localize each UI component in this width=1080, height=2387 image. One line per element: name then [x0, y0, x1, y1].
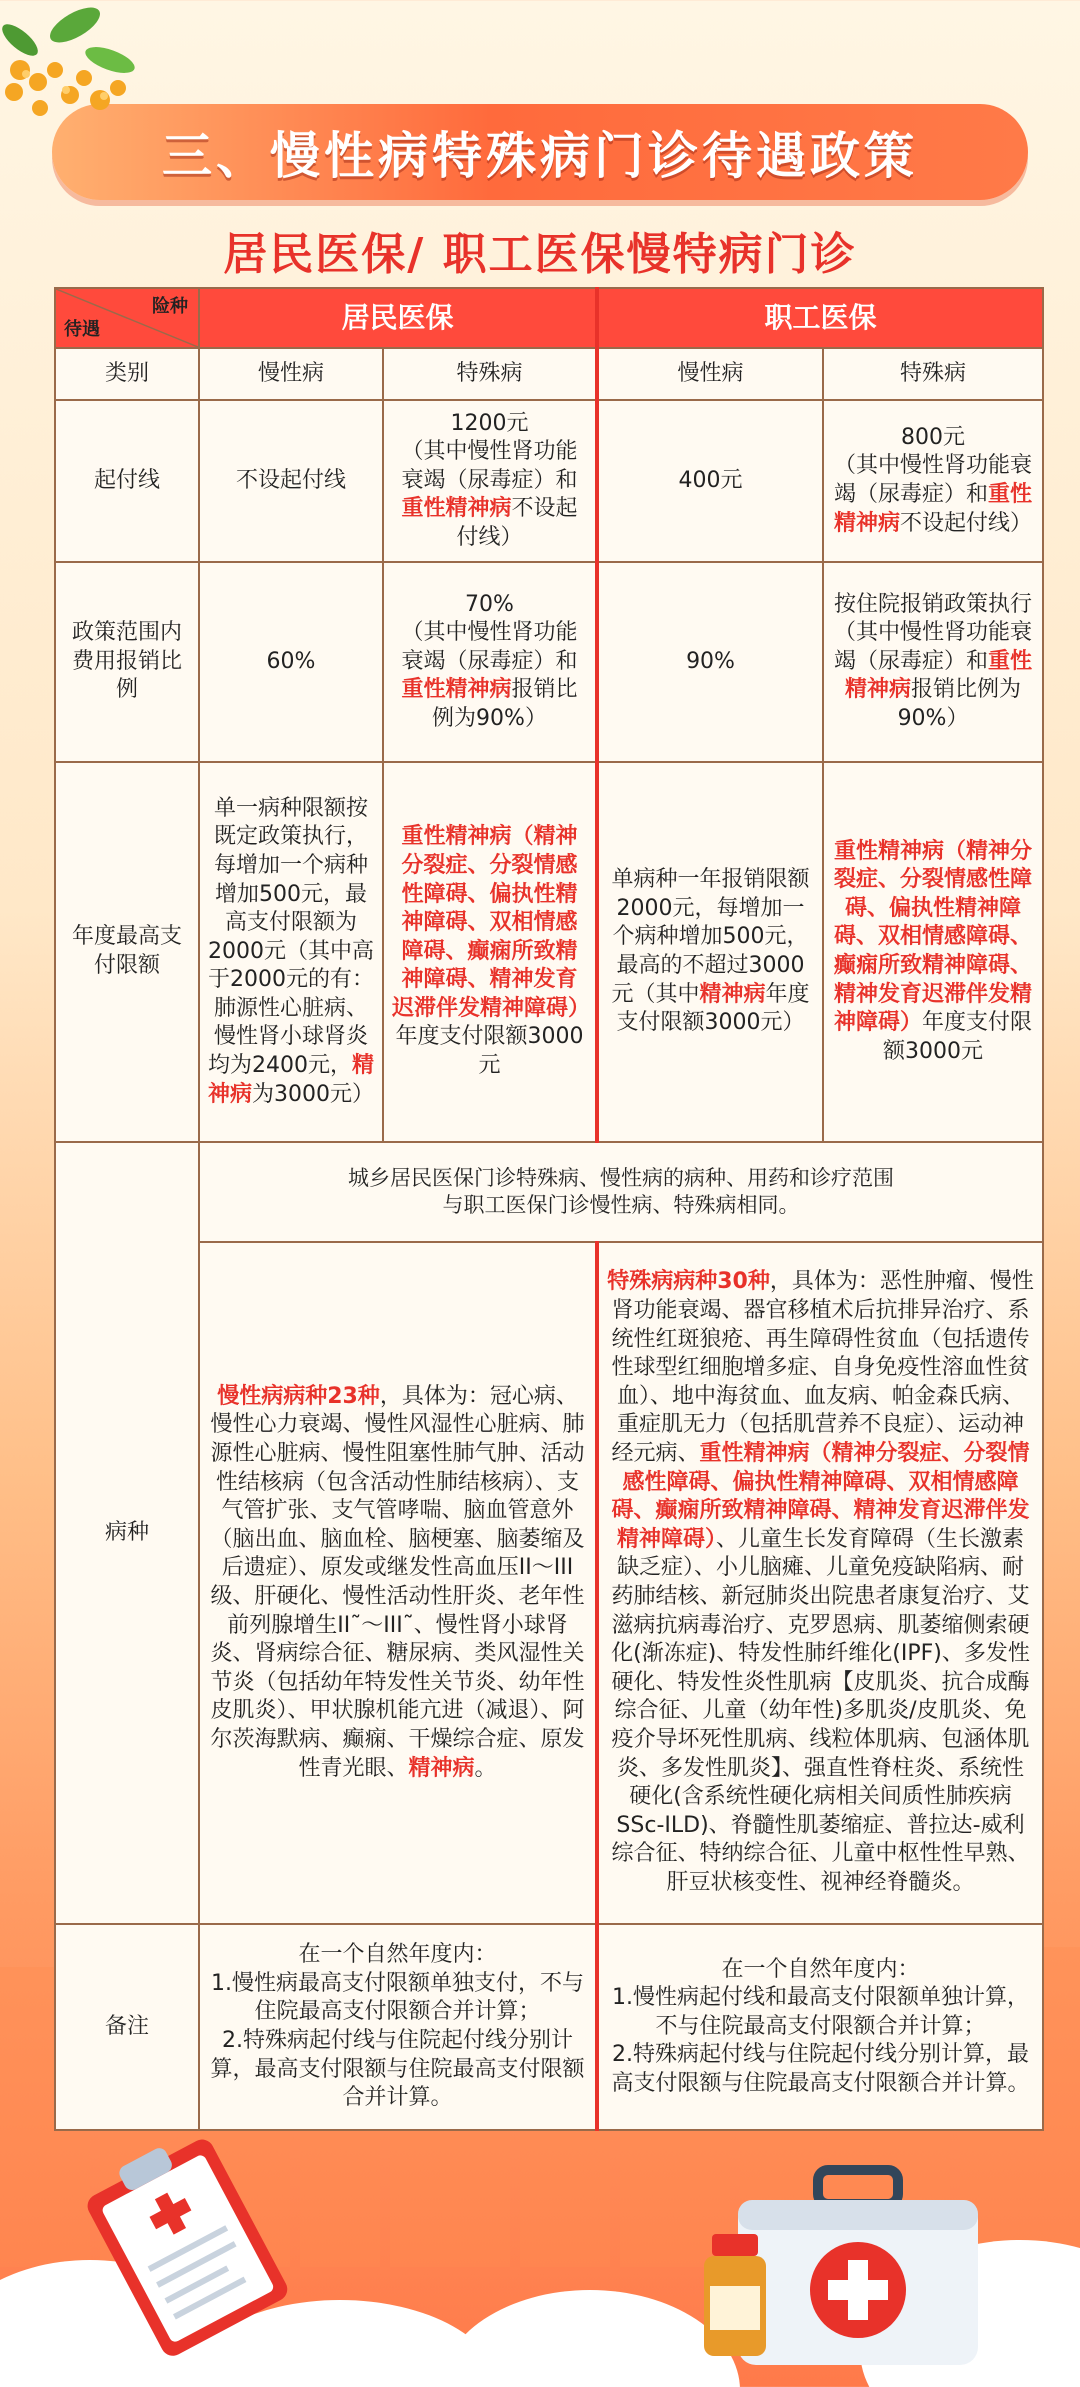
row-label-threshold: 起付线: [55, 400, 199, 562]
chronic-disease-list: [199, 1242, 597, 1924]
table-corner-cell: [55, 288, 199, 348]
notes-employee: 在一个自然年度内： 1.慢性病起付线和最高支付限额单独计算，不与住院最高支付限额合并计算； 2.特殊病起付线与住院起付线分别计算，最高支付限额与住院最高支付限额合并计算。: [597, 1924, 1043, 2130]
cell-text: 年度支付限额3000元）: [616, 981, 810, 1036]
corner-label-insurance: 险种: [152, 296, 188, 317]
cell-text: 、儿童生长发育障碍（生长激素缺乏症）、小儿脑瘫、儿童免疫缺陷病、耐药肺结核、新冠肺炎出院患者康复治疗、艾滋病抗病毒治疗、克罗恩病、肌萎缩侧索硬化(渐冻症)、特发性肺纤维化(IPF)、多发性硬化、特发性炎性肌病【皮肌炎、抗合成酶综合征、儿童（幼年性)多肌炎/皮肌炎、免疫介导坏死性肌病、线粒体肌病、包涵体肌炎、多发性肌炎】、强直性脊柱炎、系统性硬化(含系统性硬化病相关间质性肺疾病SSc-ILD)、脊髓性肌萎缩症、普拉达-威利综合征、特纳综合征、儿童中枢性性早熟、肝豆状核变性、视神经脊髓炎。: [611, 1526, 1030, 1895]
diseases-summary: 城乡居民医保门诊特殊病、慢性病的病种、用药和诊疗范围 与职工医保门诊慢性病、特殊病相同。: [199, 1142, 1043, 1242]
highlight-text: 重性精神病（精神分裂症、分裂情感性障碍、偏执性精神障碍、双相情感障碍、癫痫所致精神障碍、精神发育迟滞伴发精神障碍）: [392, 824, 591, 1021]
special-disease-list: [597, 1242, 1043, 1924]
header-resident-insurance: 居民医保: [199, 288, 597, 348]
policy-table: [54, 287, 1044, 2131]
highlight-text: 重性精神病（精神分裂症、分裂情感性障碍、偏执性精神障碍、双相情感障碍、癫痫所致精神障碍、精神发育迟滞伴发精神障碍）: [611, 1441, 1030, 1552]
cell-text: 报销比例为90%）: [897, 677, 1022, 731]
notes-resident: 在一个自然年度内： 1.慢性病最高支付限额单独支付，不与住院最高支付限额合并计算； 2.特殊病起付线与住院起付线分别计算，最高支付限额与住院最高支付限额合并计算。: [199, 1924, 597, 2130]
table-cell: [823, 762, 1043, 1142]
table-cell: 60%: [199, 562, 383, 762]
table-cell: [383, 562, 597, 762]
table-cell: 400元: [597, 400, 823, 562]
row-label-notes: 备注: [55, 1924, 199, 2130]
column-header: 慢性病: [199, 348, 383, 400]
table-row: [55, 762, 1043, 1142]
table-row: [55, 562, 1043, 762]
section-banner: [52, 104, 1028, 200]
highlight-text: 重性精神病: [845, 648, 1033, 703]
table-cell: 不设起付线: [199, 400, 383, 562]
table-row: [55, 1142, 1043, 1242]
clipboard-icon: [78, 2130, 288, 2360]
column-header: 慢性病: [597, 348, 823, 400]
highlight-text: 重性精神病: [834, 482, 1033, 536]
cell-text: 不设起付线）: [456, 496, 578, 550]
highlight-text: 特殊病病种30种: [607, 1269, 770, 1295]
highlight-text: 精神病: [699, 981, 766, 1007]
table-cell: 90%: [597, 562, 823, 762]
table-row: [55, 1242, 1043, 1924]
table-cell: [823, 562, 1043, 762]
page-title: 三、慢性病特殊病门诊待遇政策: [162, 127, 918, 185]
cell-text: ，具体为：恶性肿瘤、慢性肾功能衰竭、器官移植术后抗排异治疗、系统性红斑狼疮、再生障碍性贫血（包括遗传性球型红细胞增多症、自身免疫性溶血性贫血）、地中海贫血、血友病、帕金森氏病、重症肌无力（包括肌营养不良症）、运动神经元病、: [611, 1269, 1034, 1467]
highlight-text: 慢性病病种23种: [217, 1383, 380, 1409]
table-cell: [199, 762, 383, 1142]
cell-text: 年度支付限额3000元: [395, 1024, 584, 1079]
column-header: 特殊病: [823, 348, 1043, 400]
cell-text: 年度支付限额3000元: [883, 1010, 1033, 1064]
column-header: 特殊病: [383, 348, 597, 400]
cell-text: 为3000元）: [252, 1081, 375, 1107]
row-label-category: 类别: [55, 348, 199, 400]
row-label-annual-limit: 年度最高支付限额: [55, 762, 199, 1142]
cell-text: 800元 （其中慢性肾功能衰竭（尿毒症）和: [834, 424, 1033, 507]
row-label-ratio: 政策范围内费用报销比例: [55, 562, 199, 762]
highlight-text: 精神病: [208, 1053, 375, 1107]
table-cell: [383, 400, 597, 562]
table-row: [55, 348, 1043, 400]
cell-text: 1200元 （其中慢性肾功能衰竭（尿毒症）和: [401, 410, 578, 493]
section-subtitle: 居民医保/ 职工医保慢特病门诊: [223, 229, 857, 280]
cell-text: ，具体为：冠心病、慢性心力衰竭、慢性风湿性心脏病、肺源性心脏病、慢性阻塞性肺气肿、活动性结核病（包含活动性肺结核病）、支气管扩张、支气管哮喘、脑血管意外（脑出血、脑血栓、脑梗塞、脑萎缩及后遗症）、原发或继发性高血压II～III级、肝硬化、慢性活动性肝炎、老年性前列腺增生II˜～III˜、慢性肾小球肾炎、肾病综合征、糖尿病、类风湿性关节炎（包括幼年特发性关节炎、幼年性皮肌炎）、甲状腺机能亢进（减退）、阿尔茨海默病、癫痫、干燥综合症、原发性青光眼、: [210, 1383, 585, 1781]
table-cell: [597, 762, 823, 1142]
corner-label-benefit: 待遇: [64, 318, 100, 340]
table-cell: [823, 400, 1043, 562]
highlight-text: 精神病: [408, 1755, 475, 1781]
table-cell: [383, 762, 597, 1142]
cell-text: 单一病种限额按既定政策执行，每增加一个病种增加500元，最高支付限额为2000元（其中高于2000元的有：肺源性心脏病、慢性肾小球肾炎均为2400元，: [208, 795, 374, 1079]
cell-text: 。: [474, 1755, 497, 1781]
table-row: [55, 400, 1043, 562]
header-employee-insurance: 职工医保: [597, 288, 1043, 348]
highlight-text: 重性精神病: [401, 496, 512, 522]
highlight-text: 重性精神病: [401, 677, 512, 703]
row-label-diseases: 病种: [55, 1142, 199, 1924]
cell-text: 单病种一年报销限额2000元，每增加一个病种增加500元，最高的不超过3000元（其中: [611, 867, 810, 1007]
cell-text: 按住院报销政策执行（其中慢性肾功能衰竭（尿毒症）和: [834, 591, 1033, 674]
cell-text: 70% （其中慢性肾功能衰竭（尿毒症）和: [401, 591, 578, 674]
table-header-row: [55, 288, 1043, 348]
cell-text: 报销比例为90%）: [432, 677, 578, 731]
medicine-bottle-icon: [690, 2230, 780, 2360]
osmanthus-flower-icon: [0, 0, 170, 150]
highlight-text: 重性精神病（精神分裂症、分裂情感性障碍、偏执性精神障碍、双相情感障碍、癫痫所致精神障碍、精神发育迟滞伴发精神障碍）: [834, 838, 1033, 1036]
cell-text: 不设起付线）: [900, 510, 1033, 536]
table-row: [55, 1924, 1043, 2130]
